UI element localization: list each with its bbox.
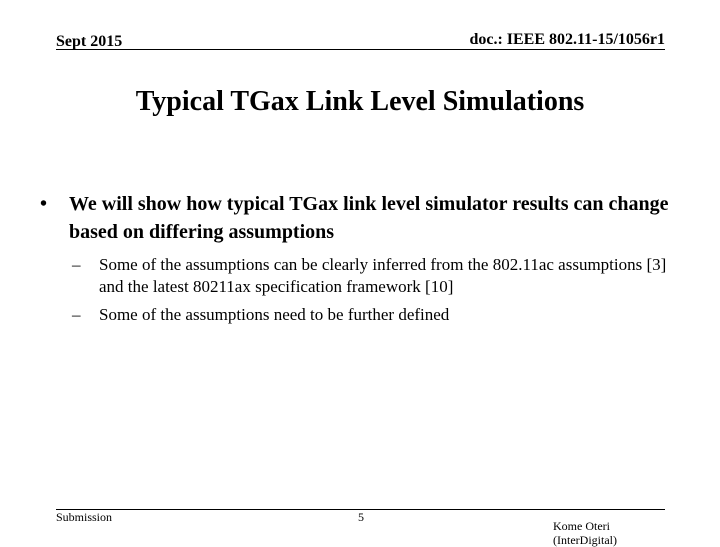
sub-bullet-list <box>40 254 690 326</box>
footer-submission: Submission <box>56 510 113 524</box>
bullet-text: We will show how typical TGax link level simulator results can change based on differing assumptions <box>69 193 669 243</box>
sub-bullet-group <box>40 254 690 326</box>
sub-bullet-marker: – <box>72 305 81 324</box>
sub-bullet-item <box>40 254 690 298</box>
bullet-item <box>40 190 690 246</box>
bullet-list <box>40 190 690 332</box>
header-doc-id: doc.: IEEE 802.11-15/1056r1 <box>469 31 665 48</box>
sub-bullet-text: Some of the assumptions can be clearly inferred from the 802.11ac assumptions [3] and the latest 80211ax specification framework [10] <box>99 255 667 296</box>
sub-bullet-item <box>40 304 690 326</box>
sub-bullet-marker: – <box>72 255 81 274</box>
header-date: Sept 2015 <box>56 33 123 50</box>
slide-title: Typical TGax Link Level Simulations <box>135 86 585 117</box>
header-divider <box>56 49 665 50</box>
page-number: 5 <box>358 510 364 524</box>
bullet-marker: • <box>40 193 48 215</box>
footer-author: Kome Oteri (InterDigital) <box>553 519 617 547</box>
sub-bullet-text: Some of the assumptions need to be further defined <box>99 305 450 324</box>
